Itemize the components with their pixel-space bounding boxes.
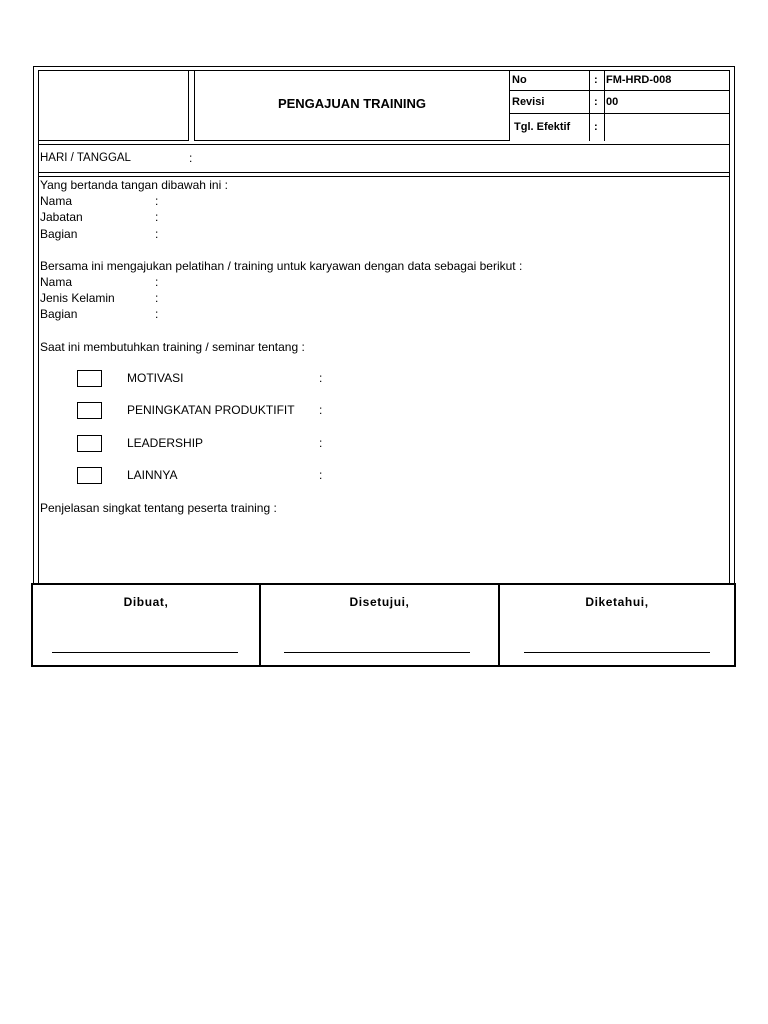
option-lainnya-colon: : bbox=[319, 468, 323, 482]
meta-colon-divider-right bbox=[604, 70, 605, 141]
logo-box bbox=[38, 70, 189, 141]
requester-nama-colon: : bbox=[155, 194, 159, 208]
requester-jabatan-colon: : bbox=[155, 210, 159, 224]
employee-nama-colon: : bbox=[155, 275, 159, 289]
meta-divider-1 bbox=[510, 90, 730, 91]
checkbox-motivasi[interactable] bbox=[77, 370, 102, 387]
signature-title-diketahui: Diketahui, bbox=[585, 595, 649, 609]
employee-bagian-colon: : bbox=[155, 307, 159, 321]
requester-intro: Yang bertanda tangan dibawah ini : bbox=[40, 178, 228, 192]
meta-colon-divider-left bbox=[589, 70, 590, 141]
meta-colon-no: : bbox=[594, 74, 598, 86]
employee-intro: Bersama ini mengajukan pelatihan / training untuk karyawan dengan data sebagai berikut : bbox=[40, 259, 523, 273]
description-label: Penjelasan singkat tentang peserta training : bbox=[40, 501, 277, 515]
option-motivasi-label: MOTIVASI bbox=[127, 371, 184, 385]
signature-title-disetujui: Disetujui, bbox=[349, 595, 410, 609]
date-colon: : bbox=[189, 151, 193, 165]
employee-bagian-label: Bagian bbox=[40, 307, 78, 321]
form-title: PENGAJUAN TRAINING bbox=[277, 96, 427, 111]
employee-nama-label: Nama bbox=[40, 275, 73, 289]
checkbox-peningkatan-produktifit[interactable] bbox=[77, 402, 102, 419]
meta-label-tgl-efektif: Tgl. Efektif bbox=[514, 121, 571, 133]
option-peningkatan-produktifit-colon: : bbox=[319, 403, 323, 417]
date-row-top-border bbox=[38, 144, 730, 145]
requester-jabatan-label: Jabatan bbox=[40, 210, 83, 224]
requester-bagian-colon: : bbox=[155, 227, 159, 241]
training-intro: Saat ini membutuhkan training / seminar tentang : bbox=[40, 340, 305, 354]
signature-line-diketahui bbox=[524, 652, 710, 653]
requester-bagian-label: Bagian bbox=[40, 227, 78, 241]
meta-value-no: FM-HRD-008 bbox=[606, 74, 672, 86]
meta-label-revisi: Revisi bbox=[512, 96, 545, 108]
meta-divider-2 bbox=[510, 113, 730, 114]
signature-line-dibuat bbox=[52, 652, 238, 653]
option-leadership-colon: : bbox=[319, 436, 323, 450]
option-motivasi-colon: : bbox=[319, 371, 323, 385]
meta-colon-revisi: : bbox=[594, 96, 598, 108]
meta-colon-tgl-efektif: : bbox=[594, 121, 598, 133]
employee-jenis-kelamin-label: Jenis Kelamin bbox=[40, 291, 115, 305]
signature-title-dibuat: Dibuat, bbox=[123, 595, 169, 609]
option-peningkatan-produktifit-label: PENINGKATAN PRODUKTIFIT bbox=[127, 403, 295, 417]
body-top-border bbox=[38, 176, 730, 177]
meta-value-revisi: 00 bbox=[606, 96, 619, 108]
employee-jenis-kelamin-colon: : bbox=[155, 291, 159, 305]
date-label: HARI / TANGGAL bbox=[40, 152, 131, 164]
meta-label-no: No bbox=[512, 74, 527, 86]
option-leadership-label: LEADERSHIP bbox=[127, 436, 204, 450]
checkbox-lainnya[interactable] bbox=[77, 467, 102, 484]
signature-line-disetujui bbox=[284, 652, 470, 653]
date-row-bottom-border bbox=[38, 172, 730, 173]
option-lainnya-label: LAINNYA bbox=[127, 468, 178, 482]
requester-nama-label: Nama bbox=[40, 194, 73, 208]
checkbox-leadership[interactable] bbox=[77, 435, 102, 452]
